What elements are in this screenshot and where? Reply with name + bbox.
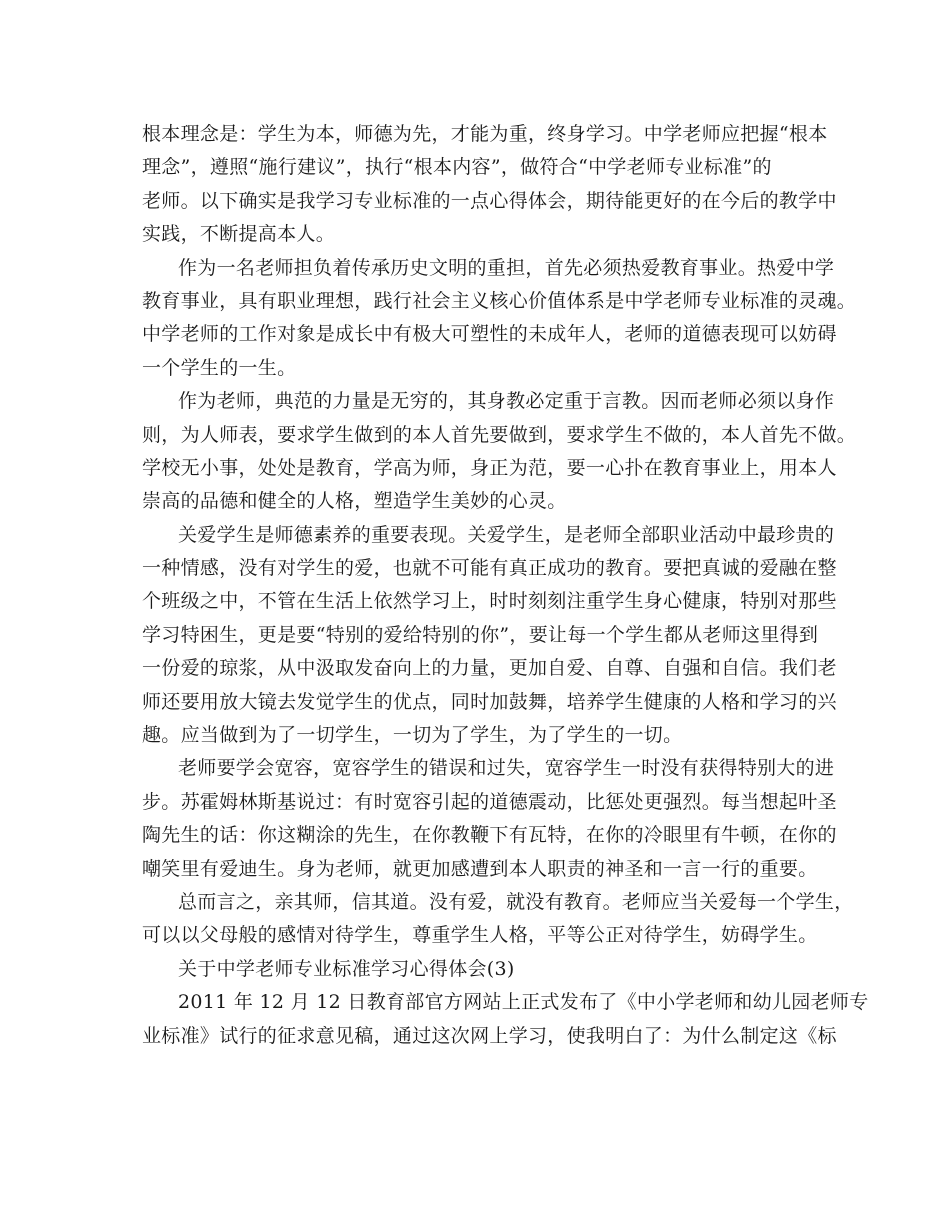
text-line: 老师要学会宽容，宽容学生的错误和过失，宽容学生一时没有获得特别大的进 xyxy=(178,757,835,780)
text-line: 学习特困生，更是要“特别的爱给特别的你”，要让每一个学生都从老师这里得到 xyxy=(142,623,819,646)
text-line: 总而言之，亲其师，信其道。没有爱，就没有教育。老师应当关爱每一个学生， xyxy=(178,890,854,913)
text-line: 实践，不断提高本人。 xyxy=(142,223,336,246)
text-line: 中学老师的工作对象是成长中有极大可塑性的未成年人，老师的道德表现可以妨碍 xyxy=(142,323,837,346)
document-body xyxy=(142,118,869,1053)
text-line: 教育事业，具有职业理想，践行社会主义核心价值体系是中学老师专业标准的灵魂。 xyxy=(142,289,857,312)
text-line: 趣。应当做到为了一切学生，一切为了学生，为了学生的一切。 xyxy=(142,724,683,747)
text-line: 一个学生的一生。 xyxy=(142,356,297,379)
text-line: 崇高的品德和健全的人格，塑造学生美妙的心灵。 xyxy=(142,490,567,513)
text-line: 作为老师，典范的力量是无穷的，其身教必定重于言教。因而老师必须以身作 xyxy=(178,390,835,413)
text-line: 师还要用放大镜去发觉学生的优点，同时加鼓舞，培养学生健康的人格和学习的兴 xyxy=(142,690,837,713)
text-line: 可以以父母般的感情对待学生，尊重学生人格，平等公正对待学生，妨碍学生。 xyxy=(142,924,818,947)
text-line: 一份爱的琼浆，从中汲取发奋向上的力量，更加自爱、自尊、自强和自信。我们老 xyxy=(142,657,837,680)
text-line: 理念”，遵照“施行建议”，执行“根本内容”，做符合“中学老师专业标准”的 xyxy=(142,156,772,179)
text-line: 则，为人师表，要求学生做到的本人首先要做到，要求学生不做的，本人首先不做。 xyxy=(142,423,857,446)
text-line: 关于中学老师专业标准学习心得体会(3) xyxy=(178,957,515,980)
text-line: 业标准》试行的征求意见稿，通过这次网上学习，使我明白了：为什么制定这《标 xyxy=(142,1024,837,1047)
text-line: 步。苏霍姆林斯基说过：有时宽容引起的道德震动，比惩处更强烈。每当想起叶圣 xyxy=(142,790,837,813)
text-line: 老师。以下确实是我学习专业标准的一点心得体会，期待能更好的在今后的教学中 xyxy=(142,189,837,212)
text-line: 陶先生的话：你这糊涂的先生，在你教鞭下有瓦特，在你的冷眼里有牛顿，在你的 xyxy=(142,824,837,847)
text-line: 2011 年 12 月 12 日教育部官方网站上正式发布了《中小学老师和幼儿园老师专 xyxy=(178,991,869,1014)
text-line: 嘲笑里有爱迪生。身为老师，就更加感遭到本人职责的神圣和一言一行的重要。 xyxy=(142,857,818,880)
text-line: 个班级之中，不管在生活上依然学习上，时时刻刻注重学生身心健康，特别对那些 xyxy=(142,590,837,613)
text-line: 根本理念是：学生为本，师德为先，才能为重，终身学习。中学老师应把握“根本 xyxy=(142,123,828,145)
text-line: 一种情感，没有对学生的爱，也就不可能有真正成功的教育。要把真诚的爱融在整 xyxy=(142,557,837,580)
text-line: 作为一名老师担负着传承历史文明的重担，首先必须热爱教育事业。热爱中学 xyxy=(178,256,835,279)
text-line: 学校无小事，处处是教育，学高为师，身正为范，要一心扑在教育事业上，用本人 xyxy=(142,456,837,479)
text-line: 关爱学生是师德素养的重要表现。关爱学生，是老师全部职业活动中最珍贵的 xyxy=(178,523,835,546)
